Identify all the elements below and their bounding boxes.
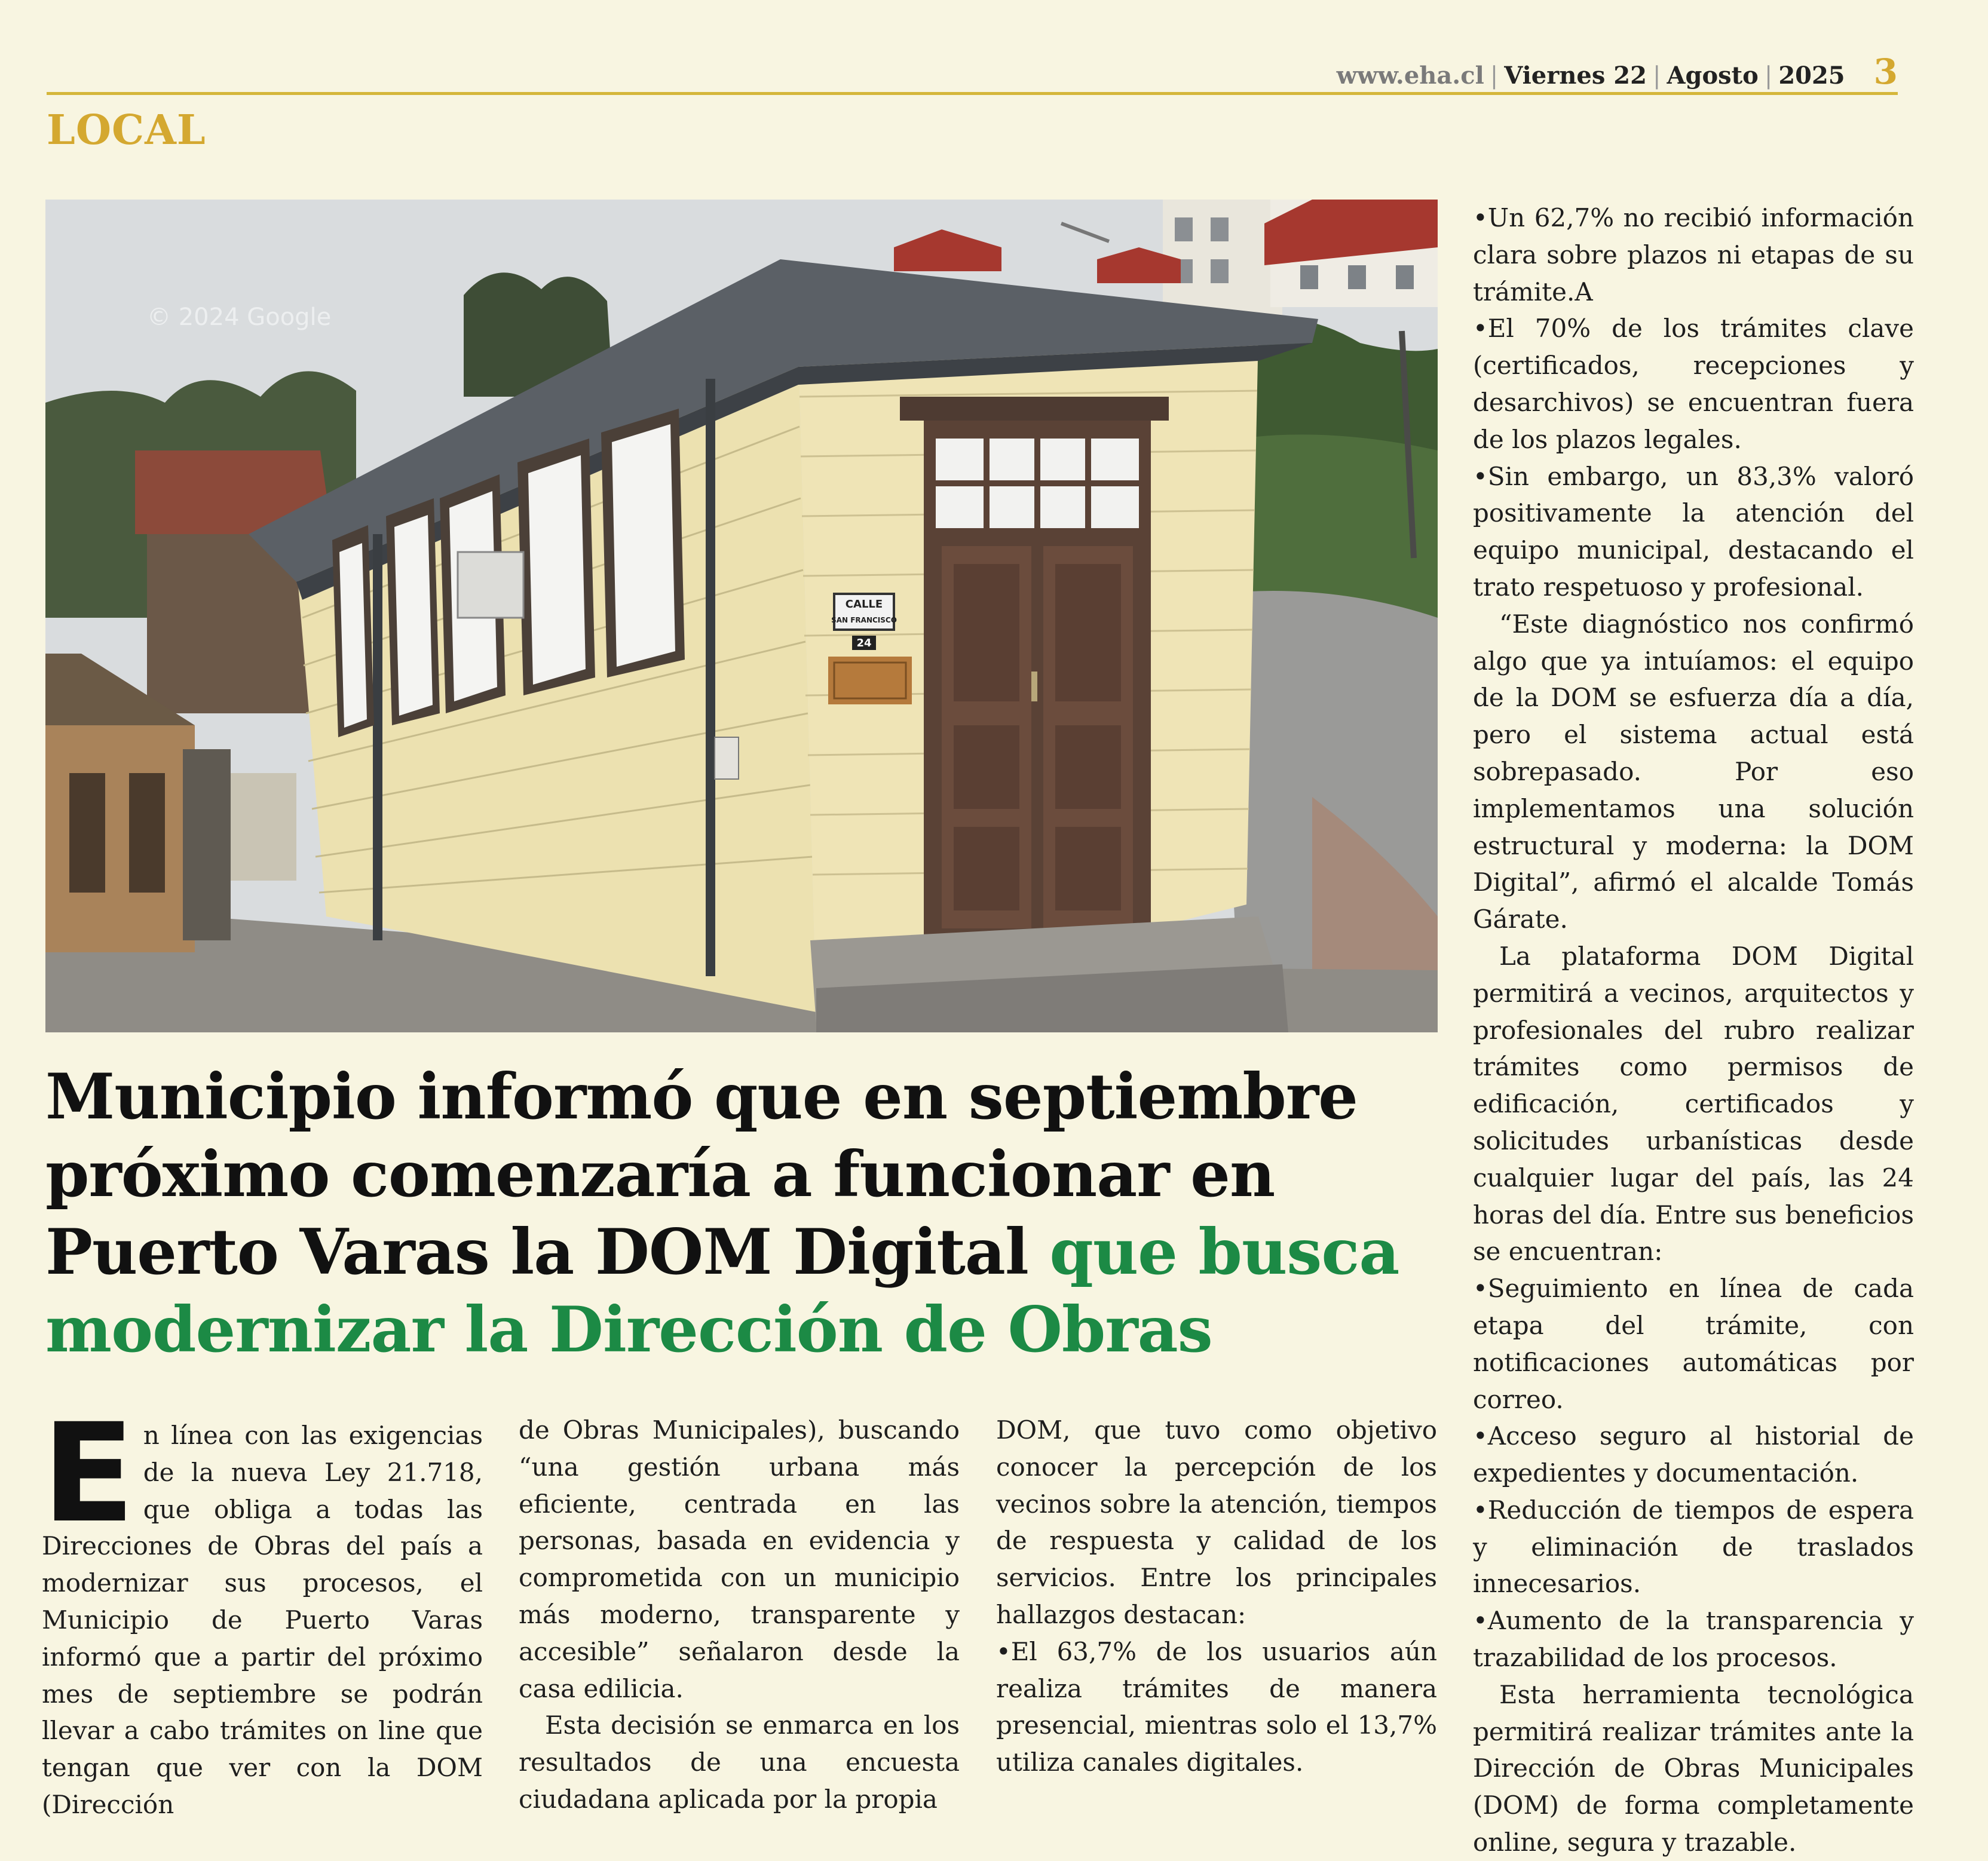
bullet-item: •Seguimiento en línea de cada etapa del trámite, con notificaciones automáticas por correo. — [1473, 1274, 1914, 1414]
article-paragraph: DOM, que tuvo como objetivo conocer la percepción de los vecinos sobre la atención, tiempos de respuesta y calidad de los servicios. Entre los principales hallazgos destacan: — [996, 1415, 1437, 1629]
page-header — [47, 44, 1898, 95]
wooden-plaque — [828, 657, 912, 704]
header-info — [1337, 51, 1898, 92]
site-url[interactable]: www.eha.cl — [1336, 62, 1484, 90]
drop-cap: E — [42, 1394, 135, 1553]
bullet-item: •Acceso seguro al historial de expedientes y documentación. — [1473, 1421, 1914, 1488]
bullet-item: •El 63,7% de los usuarios aún realiza trámites de manera presencial, mientras solo el 13,7% utiliza canales digitales. — [996, 1636, 1437, 1777]
article-paragraph: de Obras Municipales), buscando “una gestión urbana más eficiente, centrada en las personas, basada en evidencia y comprometida con un municipio más moderno, transparente y accesible” señalaron desde la casa edilicia. — [519, 1415, 960, 1703]
street-sign-name: SAN FRANCISCO — [831, 616, 897, 624]
headline — [45, 1057, 1444, 1368]
headline-highlight: que busca modernizar la Dirección de Obras — [45, 1215, 1399, 1366]
article-column-1 — [42, 1394, 483, 1823]
article-column-4 — [1473, 200, 1914, 1861]
header-date-month: Agosto — [1667, 62, 1759, 90]
house-number: 24 — [856, 637, 872, 649]
bullet-item: •Un 62,7% no recibió información clara sobre plazos ni etapas de su trámite.A — [1473, 203, 1914, 306]
article-column-3 — [996, 1412, 1437, 1781]
bullet-item: •Aumento de la transparencia y trazabilidad de los procesos. — [1473, 1606, 1914, 1673]
article-column-2 — [519, 1412, 960, 1818]
header-separator: | — [1652, 62, 1661, 90]
bullet-item: •Reducción de tiempos de espera y eliminación de traslados innecesarios. — [1473, 1495, 1914, 1599]
photo-watermark: © 2024 Google — [147, 303, 332, 331]
header-date-day: Viernes 22 — [1504, 62, 1647, 90]
article-paragraph: La plataforma DOM Digital permitirá a vecinos, arquitectos y profesionales del rubro realizar trámites como permisos de edificación, certificados y solicitudes urbanísticas desde cualquier lugar del país, las 24 horas del día. Entre sus beneficios se encuentran: — [1473, 941, 1914, 1267]
section-label: LOCAL — [47, 106, 206, 154]
bullet-item: •El 70% de los trámites clave (certificados, recepciones y desarchivos) se encuentran fuera de los plazos legales. — [1473, 314, 1914, 454]
page-number: 3 — [1873, 51, 1898, 92]
header-separator: | — [1490, 62, 1499, 90]
street-sign-calle: CALLE — [845, 598, 883, 611]
bullet-item: •Sin embargo, un 83,3% valoró positivamente la atención del equipo municipal, destacando el trato respetuoso y profesional. — [1473, 461, 1914, 602]
header-date-year: 2025 — [1778, 62, 1845, 90]
article-paragraph: n línea con las exigencias de la nueva Ley 21.718, que obliga a todas las Direcciones de Obras del país a modernizar sus procesos, el Municipio de Puerto Varas informó que a partir del próximo mes de septiembre se podrán llevar a cabo trámites on line que tengan que ver con la DOM (Dirección — [42, 1421, 483, 1819]
headline-main: Municipio informó que en septiembre próximo comenzaría a funcionar en Puerto Varas la DOM Digital — [45, 1059, 1358, 1289]
quote-paragraph: “Este diagnóstico nos confirmó algo que ya intuíamos: el equipo de la DOM se esfuerza día a día, pero el sistema actual está sobrepasado. Por eso implementamos una solución estructural y moderna: la DOM Digital”, afirmó el alcalde Tomás Gárate. — [1473, 609, 1914, 934]
article-photo — [45, 200, 1438, 1032]
article-paragraph: Esta herramienta tecnológica permitirá realizar trámites ante la Dirección de Obras Municipales (DOM) de forma completamente online, segura y trazable. — [1473, 1679, 1914, 1857]
header-separator: | — [1764, 62, 1773, 90]
article-paragraph: Esta decisión se enmarca en los resultados de una encuesta ciudadana aplicada por la propia — [519, 1710, 960, 1814]
